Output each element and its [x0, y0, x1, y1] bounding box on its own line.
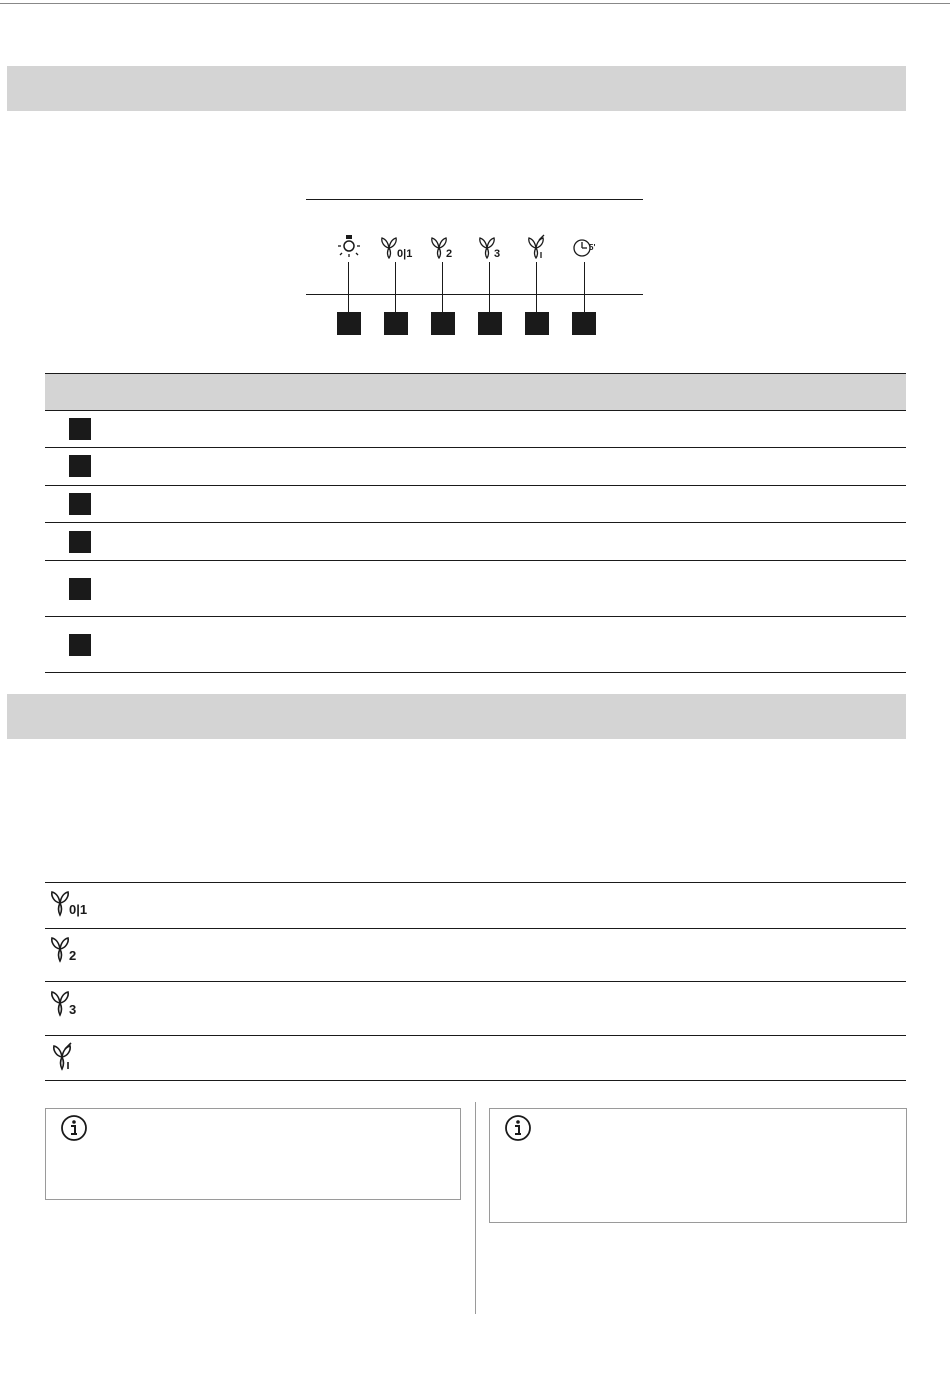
section-header-band-2: [7, 694, 906, 739]
table-row-divider: [45, 616, 906, 617]
callout-marker: [478, 312, 502, 335]
leader-line: [442, 262, 443, 312]
leader-line: [536, 262, 537, 312]
table-row-marker: [69, 455, 91, 477]
section-header-band-1: [7, 66, 906, 111]
table-row-marker: [69, 578, 91, 600]
hint-box-left: [45, 1108, 461, 1200]
table-row-marker: [69, 493, 91, 515]
fan-speed-0-1-icon: [380, 236, 414, 260]
leader-line: [489, 262, 490, 312]
fan-speed-2-icon: [430, 236, 456, 260]
svg-text:0|1: 0|1: [397, 248, 413, 260]
table-row-divider: [45, 560, 906, 561]
table-row-marker: [69, 418, 91, 440]
light-icon: [336, 234, 362, 260]
svg-text:5': 5': [589, 243, 596, 252]
leader-line: [395, 262, 396, 312]
timer-5-min-icon: [572, 236, 598, 260]
callout-marker: [337, 312, 361, 335]
fan-speed-0-1-icon: [50, 890, 94, 918]
table-row-divider: [45, 1080, 906, 1081]
table-row-divider: [45, 928, 906, 929]
panel-top-edge: [306, 199, 643, 200]
fan-speed-2-icon: [50, 936, 84, 964]
callout-marker: [384, 312, 408, 335]
table-row-marker: [69, 634, 91, 656]
info-icon: [504, 1114, 532, 1142]
table-row-divider: [45, 981, 906, 982]
table-row-divider: [45, 447, 906, 448]
panel-bottom-edge: [306, 294, 643, 295]
table-row-divider: [45, 1035, 906, 1036]
function-table-header: [45, 373, 906, 411]
fan-intensive-icon: [525, 234, 549, 260]
svg-text:0|1: 0|1: [69, 902, 88, 917]
svg-text:2: 2: [446, 248, 453, 260]
svg-text:3: 3: [69, 1002, 77, 1017]
leader-line: [348, 262, 349, 312]
fan-intensive-icon: [50, 1042, 82, 1072]
svg-text:2: 2: [69, 948, 77, 963]
fan-speed-3-icon: [478, 236, 504, 260]
info-icon: [60, 1114, 88, 1142]
fan-speed-3-icon: [50, 990, 84, 1018]
column-divider: [475, 1102, 476, 1314]
leader-line: [584, 262, 585, 312]
table-row-marker: [69, 531, 91, 553]
callout-marker: [431, 312, 455, 335]
table-row-divider: [45, 522, 906, 523]
table-row-divider: [45, 485, 906, 486]
table-row-divider: [45, 672, 906, 673]
svg-text:3: 3: [494, 248, 501, 260]
page-top-rule: [0, 3, 950, 4]
callout-marker: [525, 312, 549, 335]
callout-marker: [572, 312, 596, 335]
hint-box-right: [489, 1108, 907, 1223]
table-row-divider: [45, 882, 906, 883]
